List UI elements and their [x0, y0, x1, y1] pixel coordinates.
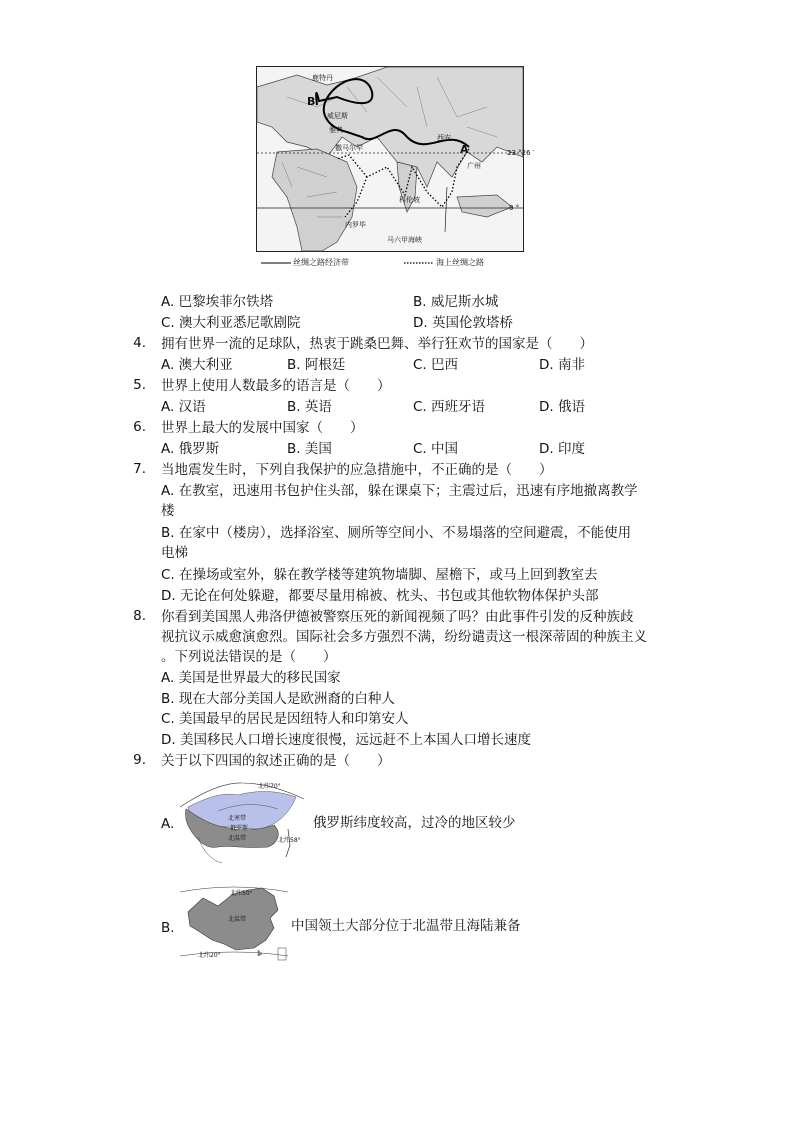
q3-option-c-text: 澳大利亚悉尼歌剧院	[179, 315, 301, 331]
q3-option-c-letter: C.	[161, 315, 175, 331]
legend-land-label: 丝绸之路经济带	[293, 258, 349, 267]
q4-option-a-letter: A.	[161, 357, 175, 373]
map-label-rotterdam: 鹿特丹	[312, 74, 333, 82]
q7-stem: 当地震发生时，下列自我保护的应急措施中，不正确的是（ ）	[161, 462, 553, 478]
q5-option-d-text: 俄语	[557, 399, 585, 415]
q9-option-b-letter: B.	[161, 920, 175, 936]
q4-option-b-text: 阿根廷	[304, 357, 346, 373]
russia-map-russia: 俄罗斯	[230, 825, 249, 832]
map-label-venice: 威尼斯	[327, 112, 348, 120]
q7-option-a-line2: 楼	[161, 503, 175, 519]
map-label-athens: 雅典	[329, 126, 343, 134]
q3-option-c	[161, 314, 301, 332]
q9-option-b-text: 中国领土大部分位于北温带且海陆兼备	[291, 918, 521, 934]
q5-option-b-text: 英语	[304, 399, 332, 415]
map-label-guangzhou: 广州	[467, 162, 481, 170]
q5-option-c-text: 西班牙语	[431, 399, 486, 415]
silk-road-map	[256, 66, 535, 252]
q8-option-c: C. 美国最早的居民是因纽特人和印第安人	[161, 711, 409, 727]
q4-option-c	[413, 356, 458, 374]
q6-option-c	[413, 440, 458, 458]
q3-option-b-text: 威尼斯水城	[430, 294, 499, 310]
q9-number: 9.	[133, 752, 146, 768]
q9-option-a-letter: A.	[161, 816, 175, 832]
china-map-temperate-zone: 北温带	[228, 916, 247, 923]
q4-option-c-text: 巴西	[431, 357, 459, 373]
q5-option-b-letter: B.	[287, 399, 301, 415]
q6-option-a	[161, 440, 219, 458]
map-label-samarkand: 撒马尔罕	[335, 144, 363, 152]
map-label-lat-23: 23 °26 ′	[507, 149, 535, 157]
q6-option-c-letter: C.	[413, 441, 427, 457]
q4-option-b	[287, 356, 345, 374]
q4-option-b-letter: B.	[287, 357, 301, 373]
legend-sea-label: 海上丝绸之路	[436, 258, 484, 267]
q6-option-b	[287, 440, 332, 458]
q6-option-b-text: 美国	[304, 441, 332, 457]
q5-stem: 世界上使用人数最多的语言是（ ）	[161, 378, 391, 394]
q6-option-a-letter: A.	[161, 441, 175, 457]
q5-number: 5.	[133, 377, 146, 393]
russia-map-temperate-zone: 北温带	[228, 835, 247, 842]
q5-option-b	[287, 398, 332, 416]
q6-option-d	[539, 440, 585, 458]
q5-option-c	[413, 398, 485, 416]
q4-number: 4.	[133, 335, 146, 351]
q8-option-a: A. 美国是世界最大的移民国家	[161, 670, 341, 686]
q6-number: 6.	[133, 419, 146, 435]
q4-option-d-text: 南非	[557, 357, 585, 373]
q6-option-b-letter: B.	[287, 441, 301, 457]
q5-option-a-letter: A.	[161, 399, 175, 415]
q6-option-c-text: 中国	[431, 441, 459, 457]
q7-option-b-line1: B. 在家中（楼房），选择浴室、厕所等空间小、不易塌落的空间避震，不能使用	[161, 525, 632, 541]
legend-sea-line	[404, 260, 434, 266]
q4-option-d	[539, 356, 585, 374]
q7-option-a-line1: A. 在教室，迅速用书包护住头部，躲在课桌下；主震过后，迅速有序地撤离教学	[161, 483, 638, 499]
q4-option-a	[161, 356, 233, 374]
q8-number: 8.	[133, 608, 146, 624]
q5-option-c-letter: C.	[413, 399, 427, 415]
map-label-colombo: 科伦坡	[399, 196, 420, 204]
q5-option-d	[539, 398, 585, 416]
q7-option-d: D. 无论在何处躲避，都要尽量用棉被、枕头、书包或其他软物体保护头部	[161, 588, 599, 604]
q4-option-a-text: 澳大利亚	[178, 357, 233, 373]
q6-option-d-letter: D.	[539, 441, 554, 457]
map-label-xian: 西安	[437, 134, 451, 142]
q3-option-a-text: 巴黎埃菲尔铁塔	[178, 294, 274, 310]
russia-map-cold-zone: 北寒带	[228, 815, 247, 822]
q7-number: 7.	[133, 461, 146, 477]
q3-option-b-letter: B.	[413, 294, 427, 310]
map-label-lat-0: 0 °	[509, 204, 520, 212]
silk-road-map-graphic	[257, 67, 523, 251]
map-label-nairobi: 内罗毕	[345, 221, 366, 229]
china-map-lat20: 北纬20°	[198, 952, 221, 959]
q5-option-a	[161, 398, 206, 416]
q6-option-a-text: 俄罗斯	[178, 441, 220, 457]
q5-option-a-text: 汉语	[178, 399, 206, 415]
q4-option-c-letter: C.	[413, 357, 427, 373]
map-label-point-b: B	[307, 95, 316, 108]
q3-option-a-letter: A.	[161, 294, 175, 310]
q4-option-d-letter: D.	[539, 357, 554, 373]
q8-option-b: B. 现在大部分美国人是欧洲裔的白种人	[161, 691, 395, 707]
russia-map-lat70: 北纬70°	[258, 783, 281, 790]
china-map-lat50: 北纬50°	[230, 890, 253, 897]
q3-option-a	[161, 293, 273, 311]
q9-stem: 关于以下四国的叙述正确的是（ ）	[161, 753, 391, 769]
q5-option-d-letter: D.	[539, 399, 554, 415]
q9-option-a-text: 俄罗斯纬度较高，过冷的地区较少	[313, 815, 516, 831]
q8-stem-line1: 你看到美国黑人弗洛伊德被警察压死的新闻视频了吗？由此事件引发的反种族歧	[161, 609, 634, 625]
q8-option-d: D. 美国移民人口增长速度很慢，远远赶不上本国人口增长速度	[161, 732, 531, 748]
q3-option-b	[413, 293, 498, 311]
russia-climate-map	[178, 777, 306, 865]
q6-stem: 世界上最大的发展中国家（ ）	[161, 420, 364, 436]
q3-option-d-letter: D.	[413, 315, 428, 331]
q6-option-d-text: 印度	[557, 441, 585, 457]
map-label-point-a: A	[460, 143, 469, 156]
q7-option-b-line2: 电梯	[161, 545, 188, 561]
map-label-malacca: 马六甲海峡	[387, 236, 422, 244]
legend-land-line	[261, 260, 291, 266]
q3-option-d-text: 英国伦敦塔桥	[431, 315, 513, 331]
q7-option-c: C. 在操场或室外，躲在教学楼等建筑物墙脚、屋檐下，或马上回到教室去	[161, 567, 598, 583]
china-climate-map	[178, 884, 290, 966]
russia-map-lat58: 北纬58°	[278, 837, 301, 844]
q8-stem-line3: 。下列说法错误的是（ ）	[161, 649, 337, 665]
q4-stem: 拥有世界一流的足球队，热衷于跳桑巴舞、举行狂欢节的国家是（ ）	[161, 336, 593, 352]
q8-stem-line2: 视抗议示威愈演愈烈。国际社会多方强烈不满，纷纷谴责这一根深蒂固的种族主义	[161, 629, 647, 645]
q3-option-d	[413, 314, 513, 332]
